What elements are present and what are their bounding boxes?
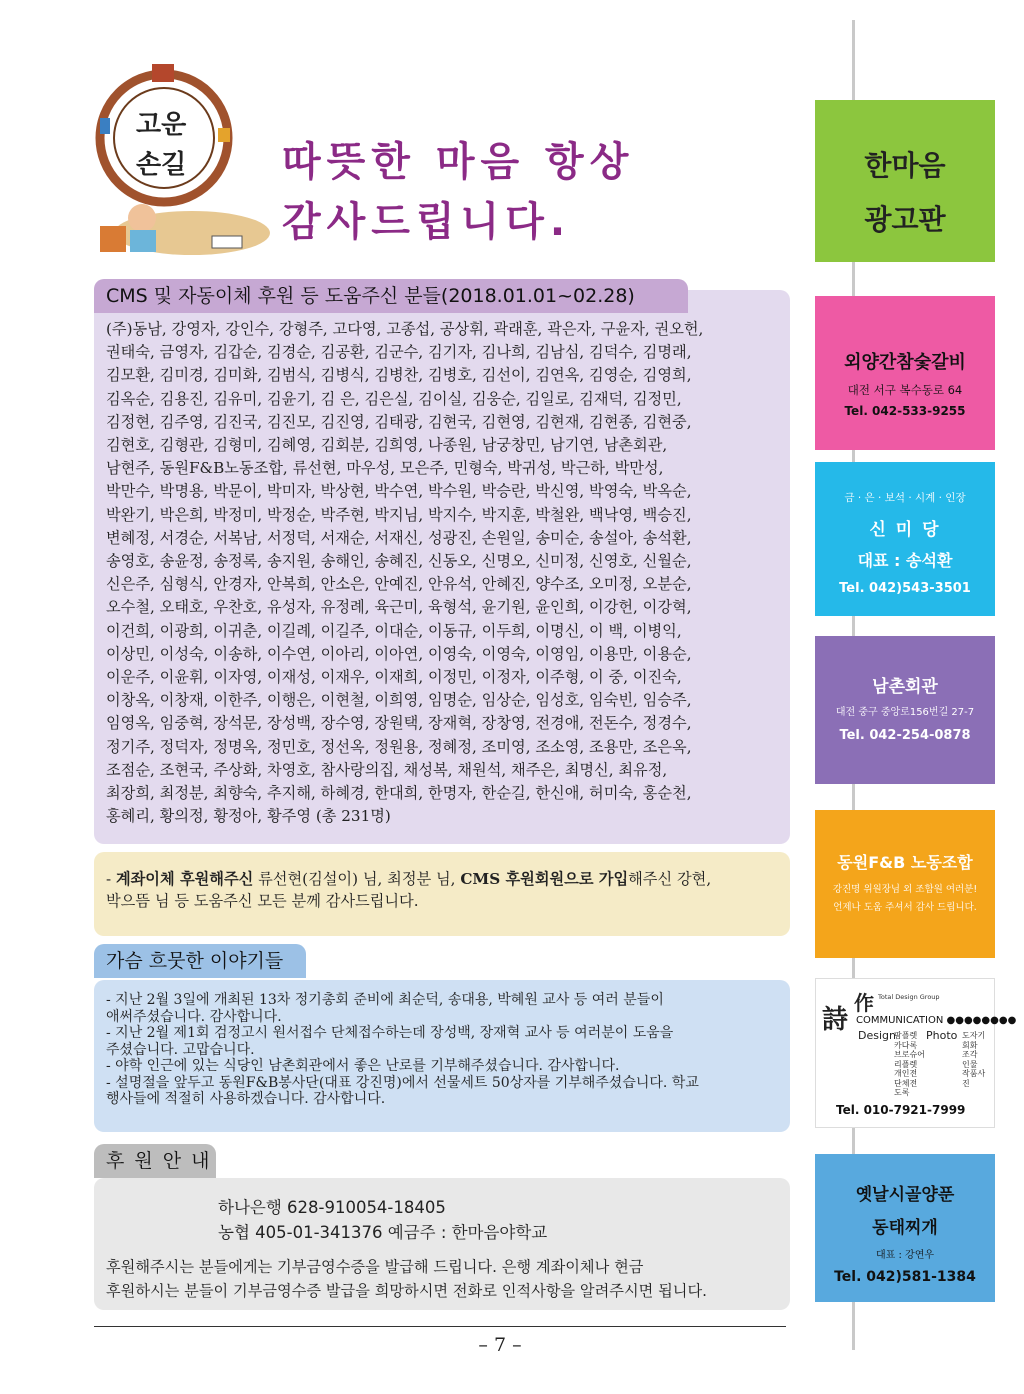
ad6-name: 옛날시골양푼 (855, 1185, 955, 1205)
thanks-prefix: - (106, 870, 116, 888)
footer-rule (94, 1326, 786, 1327)
ad5-design-item: 리플렛 (894, 1059, 918, 1069)
headline-line1: 따뜻한 마음 항상 (282, 139, 635, 185)
ad2-tel: Tel. 042)543-3501 (839, 581, 971, 596)
page-number: – 7 – (478, 1334, 522, 1356)
ad-oeyanggan (815, 296, 995, 450)
stories-text (106, 992, 786, 1108)
donor-line: 남현주, 동원F&B노동조합, 류선현, 마우성, 모은주, 민형숙, 박귀성, 박근하, 박만성, (106, 459, 664, 478)
headline-line2: 감사드립니다. (282, 199, 572, 245)
donor-line: 정기주, 정덕자, 정명옥, 정민호, 정선옥, 정원용, 정혜정, 조미영, 조소영, 조용만, 조은옥, (106, 737, 692, 756)
transfer-thanks-text (106, 868, 786, 912)
donor-line: 김정현, 김주영, 김진국, 김진모, 김진영, 김태광, 김현국, 김현영, 김현재, 김현종, 김현중, (106, 412, 692, 431)
ad4-name: 동원F&B 노동조합 (837, 853, 973, 872)
donor-line: 변혜정, 서경순, 서복남, 서정덕, 서재순, 서재신, 성광진, 손원일, 송미순, 송설아, 송석환, (106, 528, 692, 547)
donor-line: 최장희, 최정분, 최향숙, 추지해, 하혜경, 한대희, 한명자, 한순길, 한신애, 허미숙, 홍순천, (106, 784, 692, 803)
ad5-design-item: 개인전 (894, 1069, 918, 1078)
ad-namchon (815, 636, 995, 784)
bank-account-hana: 하나은행 628-910054-18405 (218, 1198, 446, 1217)
ad5-photo-item: 작품사진 (962, 1069, 986, 1088)
donor-line: 조점순, 조현국, 주상화, 차영호, 참사랑의집, 채성복, 채원석, 채주은, 최명신, 최유정, (106, 760, 668, 779)
ad2-tagline: 금 · 은 · 보석 · 시계 · 인장 (844, 492, 966, 504)
donor-line: 신은주, 심형식, 안경자, 안복희, 안소은, 안예진, 안유석, 안혜진, 양수조, 오미정, 오분순, (106, 575, 692, 594)
ad6-tel: Tel. 042)581-1384 (834, 1269, 976, 1285)
ad2-name: 신 미 당 (869, 520, 941, 540)
ad3-address: 대전 중구 중앙로156번길 27-7 (835, 707, 975, 718)
ad5-photo-label: Photo (926, 1029, 958, 1042)
thanks-line2: 박으뜸 님 등 도움주신 모든 분께 감사드립니다. (106, 892, 419, 910)
donor-line: 이상민, 이성숙, 이송하, 이수연, 이아리, 이아연, 이영숙, 이영숙, 이영임, 이용만, 이용순, (106, 644, 692, 663)
ad5-design-item: 도록 (894, 1088, 910, 1097)
ad-board-line2: 광고판 (864, 203, 946, 236)
ad6-sub: 동태찌개 (872, 1218, 938, 1238)
thanks-bold-cms: CMS 후원회원으로 가입 (460, 870, 629, 888)
bank-account-nonghyup: 농협 405-01-341376 예금주 : 한마음야학교 (218, 1223, 548, 1242)
ad5-photo-item: 회화 (962, 1040, 978, 1050)
ad2-rep: 대표 : 송석환 (857, 551, 953, 570)
thanks-text2: 해주신 강현, (628, 870, 712, 888)
ad5-logo-char: 詩 (822, 1005, 849, 1035)
ad5-brand: COMMUNICATION ●●●●●●●● (856, 1015, 1017, 1026)
guide-line: 후원하시는 분들이 기부금영수증 발급을 희망하시면 전화로 인적사항을 알려주시면 됩니다. (106, 1282, 707, 1300)
ad1-name: 외양간참숯갈비 (844, 352, 966, 373)
ad-sinmidang (815, 462, 995, 616)
ad3-name: 남촌회관 (872, 677, 938, 697)
cms-donor-list (106, 318, 786, 828)
story-line: - 설명절을 앞두고 동원F&B봉사단(대표 강진명)에서 선물세트 50상자를 기부해주셨습니다. 학교 (106, 1074, 699, 1091)
donor-line: 이건희, 이광희, 이귀춘, 이길례, 이길주, 이대순, 이동규, 이두희, 이명신, 이 백, 이병익, (106, 621, 682, 640)
ad-yetnal-sigol (815, 1154, 995, 1302)
donor-line: 홍혜리, 황의정, 황정아, 황주영 (총 231명) (106, 807, 391, 826)
donor-line: 송영호, 송윤정, 송정록, 송지원, 송해인, 송혜진, 신동오, 신명오, 신미정, 신영호, 신월순, (106, 552, 692, 571)
donor-line: 권태숙, 금영자, 김갑순, 김경순, 김공환, 김군수, 김기자, 김나희, 김남심, 김덕수, 김명래, (106, 343, 692, 362)
logo-text-line2: 손길 (136, 150, 187, 180)
ad3-tel: Tel. 042-254-0878 (839, 728, 971, 743)
donor-line: 김옥순, 김용진, 김유미, 김윤기, 김 은, 김은실, 김이실, 김웅순, 김일로, 김재덕, 김정민, (106, 389, 682, 408)
donation-guide-text (106, 1255, 786, 1303)
ad5-design-item: 카다록 (894, 1040, 918, 1050)
donor-line: 김현호, 김형관, 김형미, 김혜영, 김회분, 김희영, 나종원, 남궁창민, 남기연, 남촌회관, (106, 436, 668, 455)
ad5-photo-item: 조각 (962, 1050, 978, 1059)
ad4-message2: 언제나 도움 주셔서 감사 드립니다. (833, 902, 977, 913)
ad5-tel: Tel. 010-7921-7999 (836, 1103, 966, 1117)
cms-section-header: CMS 및 자동이체 후원 등 도움주신 분들(2018.01.01~02.28) (94, 279, 688, 313)
ad-sijak-communication (815, 978, 1017, 1128)
logo-text-line1: 고운 (136, 110, 187, 140)
story-line: - 야학 인근에 있는 식당인 남촌회관에서 좋은 난로를 기부해주셨습니다. 감사합니다. (106, 1058, 620, 1074)
ad-dongwon-union (815, 810, 995, 958)
ad-board-line1: 한마음 (864, 149, 946, 182)
donation-section-header: 후 원 안 내 (94, 1144, 216, 1178)
story-line: 주셨습니다. 고맙습니다. (106, 1041, 255, 1058)
story-line: 행사들에 적절히 사용하겠습니다. 감사합니다. (106, 1091, 386, 1107)
story-line: 애써주셨습니다. 감사합니다. (106, 1008, 282, 1025)
donor-line: 이창옥, 이창재, 이한주, 이행은, 이현철, 이희영, 임명순, 임상순, 임성호, 임숙빈, 임승주, (106, 691, 692, 710)
ad5-photo-item: 인물 (962, 1059, 978, 1069)
stories-section-header: 가슴 흐뭇한 이야기들 (94, 944, 306, 978)
ad5-design-item: 팜플렛 (894, 1031, 918, 1040)
ad5-logo-char2: 作 (854, 991, 874, 1015)
donor-line: 임영옥, 임중혁, 장석문, 장성백, 장수영, 장원택, 장재혁, 장창영, 전경애, 전돈수, 정경수, (106, 714, 692, 733)
thanks-bold-transfer: 계좌이체 후원해주신 (115, 870, 254, 888)
ad-board-title (815, 100, 995, 262)
goun-songil-logo (92, 58, 272, 258)
ad5-design-item: 브로슈어 (894, 1050, 925, 1059)
thanks-text1: 류선현(김설이) 님, 최정분 님, (253, 870, 461, 888)
story-line: - 지난 2월 3일에 개최된 13차 정기총회 준비에 최순덕, 송대용, 박혜원 교사 등 여러 분들이 (106, 992, 664, 1008)
ad1-tel: Tel. 042-533-9255 (844, 404, 966, 418)
ad4-message1: 강진명 위원장님 외 조합원 여러분! (832, 884, 978, 895)
ad5-design-label: Design (858, 1029, 896, 1042)
donor-line: 박만수, 박명용, 박문이, 박미자, 박상현, 박수연, 박수원, 박승란, 박신영, 박영숙, 박옥순, (106, 482, 692, 501)
donor-line: 오수철, 오태호, 우찬호, 유성자, 유정례, 육근미, 육형석, 윤기원, 윤인희, 이강헌, 이강혁, (106, 598, 692, 617)
ad5-small-text: Total Design Group (878, 993, 940, 1001)
donor-line: 이운주, 이윤휘, 이자영, 이재성, 이재우, 이재희, 이정민, 이정자, 이주형, 이 중, 이진숙, (106, 668, 682, 687)
donor-line: 박완기, 박은희, 박정미, 박정순, 박주현, 박지님, 박지수, 박지훈, 박철완, 백낙영, 백승진, (106, 505, 692, 524)
ad1-address: 대전 서구 복수동로 64 (847, 383, 963, 397)
ad6-rep: 대표 : 강연우 (875, 1250, 935, 1261)
ad5-photo-item: 도자기 (962, 1031, 986, 1040)
donor-line: (주)동남, 강영자, 강인수, 강형주, 고다영, 고종섭, 공상휘, 곽래훈, 곽은자, 구윤자, 권오헌, (106, 320, 704, 338)
guide-line: 후원해주시는 분들에게는 기부금영수증을 발급해 드립니다. 은행 계좌이체나 현금 (106, 1258, 644, 1276)
story-line: - 지난 2월 제1회 검정고시 원서접수 단체접수하는데 장성백, 장재혁 교사 등 여러분이 도움을 (106, 1025, 674, 1041)
donor-line: 김모환, 김미경, 김미화, 김범식, 김병식, 김병찬, 김병호, 김선이, 김연옥, 김영순, 김영희, (106, 366, 692, 385)
ad5-design-item: 단체전 (894, 1078, 918, 1088)
